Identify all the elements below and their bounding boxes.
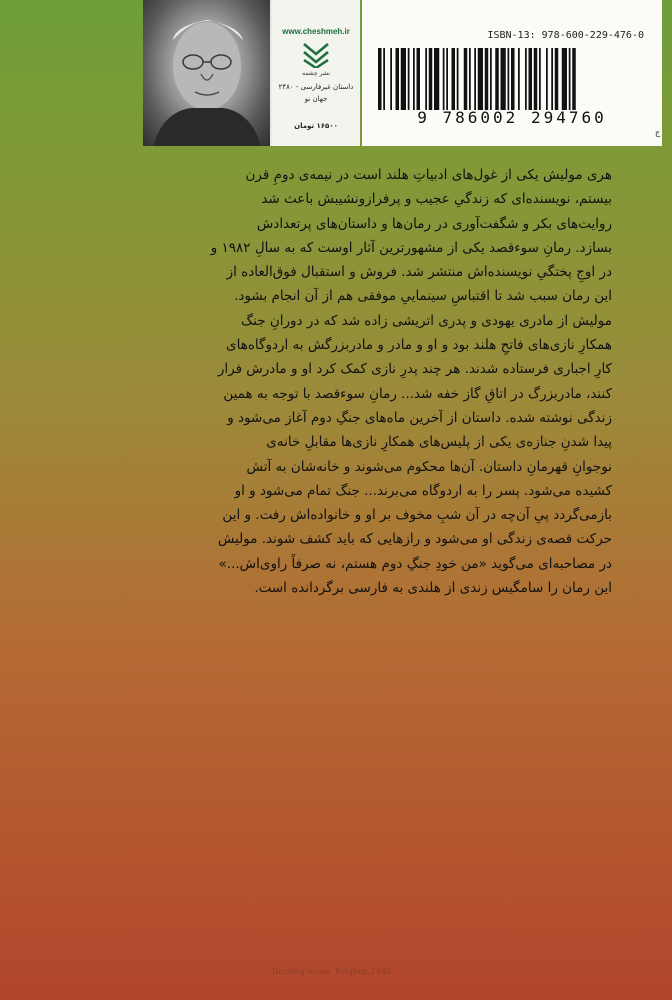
barcode-box — [362, 0, 662, 146]
price: ۱۶۵۰۰ تومان — [294, 122, 338, 130]
blurb-line: مولیش از مادری یهودی و پدری اتریشی زاده شد که در دورانِ جنگ — [241, 312, 612, 329]
blurb-line: کنند، مادربزرگ در اتاقِ گاز خفه شد... رمانِ سوءقصد با توجه به همین — [223, 385, 612, 402]
blurb-line: بیستم، نویسنده‌ای که زندگیِ عجیب و پرفرازونشیبش باعث شد — [261, 191, 612, 208]
blurb-line: روایت‌های بکر و شگفت‌آوری در رمان‌ها و داستان‌های پرتعدادش — [256, 215, 612, 232]
blurb-line: بسازد. رمانِ سوءقصد یکی از مشهورترین آثار اوست که به سالِ ۱۹۸۲ و — [210, 239, 612, 256]
blurb-line: در مصاحبه‌ای می‌گوید «من خودِ جنگِ دوم هستم، نه صرفاً راوی‌اش...» — [218, 555, 612, 572]
barcode-icon — [372, 48, 652, 110]
blurb-line: همکارِ نازی‌های فاتحِ هلند بود و او و مادر و مادربزرگش به اردوگاه‌های — [226, 337, 612, 354]
blurb-line: بازمی‌گردد پیِ آن‌چه در آن شبِ مخوف بر او و خانواده‌اش رفت. و این — [222, 507, 612, 524]
blurb-line: این رمان سبب شد تا اقتباسِ سینماییِ موفقی هم از آن انجام بشود. — [234, 288, 612, 305]
blurb-line: حرکت قصه‌ی زندگی او می‌شود و رازهایی که باید کشف شوند. مولیش — [217, 531, 612, 548]
publisher-logo-icon — [301, 40, 331, 68]
photo-credit: Burning home, Belgium,1945. — [272, 967, 394, 976]
blurb-line: زندگی نوشته شده. داستان از آخرین ماه‌های جنگِ دوم آغاز می‌شود و — [227, 409, 612, 426]
blurb-line: کشیده می‌شود. پسر را به اردوگاه می‌برند... جنگ تمام می‌شود و او — [234, 482, 612, 499]
publisher-logo-caption: نشر چشمه — [302, 70, 330, 77]
back-cover-blurb — [112, 163, 612, 600]
barcode-digits: 9 786002 294760 — [417, 108, 607, 127]
blurb-line: هری مولیش یکی از غول‌های ادبیاتِ هلند است در نیمه‌ی دومِ قرن — [245, 167, 612, 183]
series-line: داستان غیرفارسی - ۲۴۸۰ — [278, 83, 354, 91]
author-photo — [143, 0, 272, 146]
blurb-line: این رمان را سامگیس زندی از هلندی به فارسی برگردانده است. — [254, 580, 612, 597]
blurb-line: کارِ اجباری فرستاده شدند. هر چند پدرِ نازی کمک کرد او و مادرش فرار — [217, 361, 612, 378]
publisher-url: www.cheshmeh.ir — [282, 27, 350, 36]
top-strip — [0, 0, 672, 150]
blurb-line: در اوجِ پختگیِ نویسنده‌اش منتشر شد. فروش و استقبال فوق‌العاده از — [226, 264, 612, 281]
blurb-line: پیدا شدنِ جنازه‌ی یکی از پلیس‌های همکارِ نازی‌ها مقابلِ خانه‌ی — [266, 434, 612, 451]
corner-mark: ج — [655, 128, 661, 137]
blurb-line: نوجوانِ قهرمانِ داستان. آن‌ها محکوم می‌شوند و خانه‌شان به آتش — [246, 458, 612, 475]
publisher-box — [272, 0, 360, 146]
isbn-text: ISBN-13: 978-600-229-476-0 — [487, 30, 644, 41]
series-name: جهان نو — [304, 95, 328, 103]
